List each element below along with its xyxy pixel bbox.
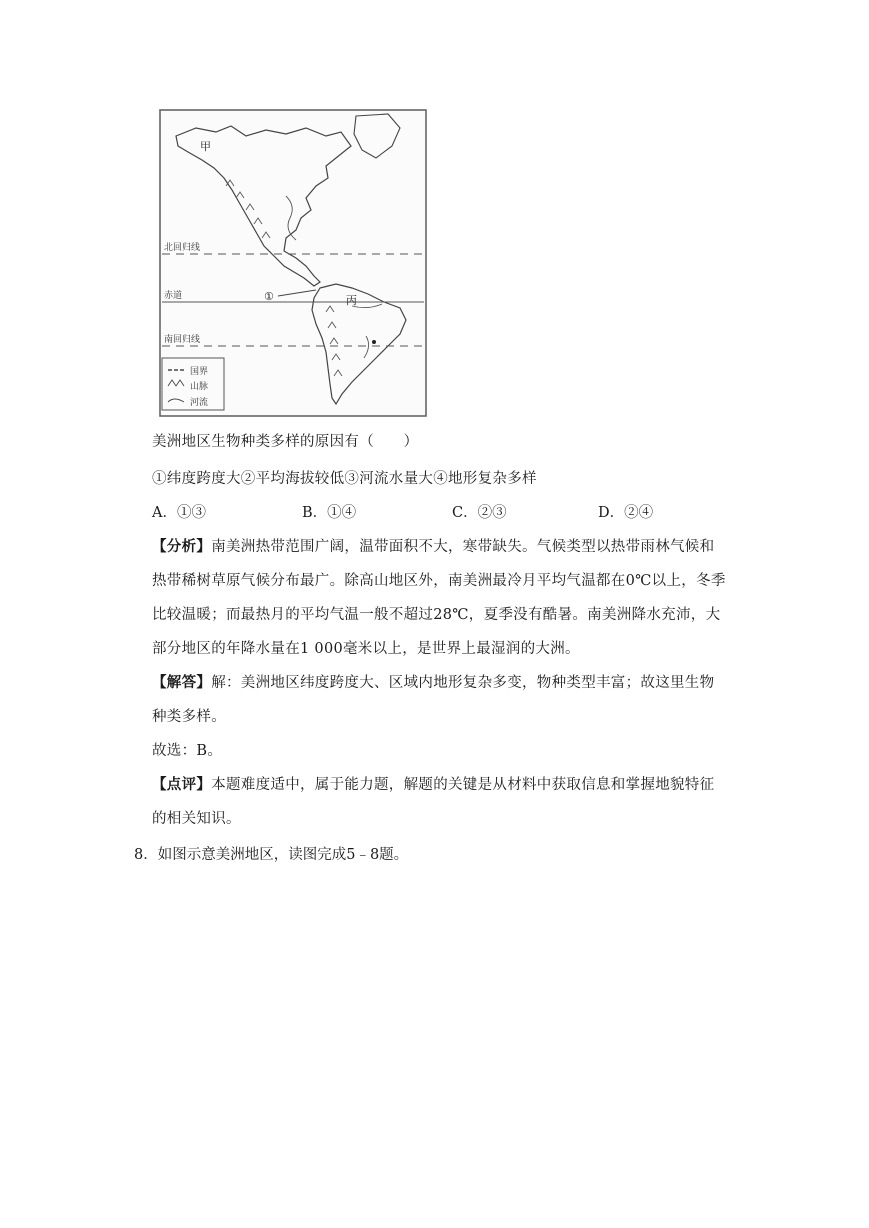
legend-river-label: 河流 xyxy=(190,398,209,408)
next-question: 8．如图示意美洲地区，读图完成5﹣8题。 xyxy=(134,847,409,863)
answer-line-1: 【解答】解：美洲地区纬度跨度大、区域内地形复杂多变，物种类型丰富；故这里生物 xyxy=(152,674,715,691)
option-d: D．②④ xyxy=(598,505,654,521)
option-c: C．②③ xyxy=(452,505,507,521)
map-legend xyxy=(162,358,224,410)
location-dot xyxy=(372,340,376,344)
comment-line-2: 的相关知识。 xyxy=(152,811,241,827)
option-a: A．①③ xyxy=(152,505,206,521)
tropic-s-label: 南回归线 xyxy=(164,335,201,345)
bing-label: 丙 xyxy=(346,294,357,307)
option-b: B．①④ xyxy=(302,505,357,521)
answer-line-2: 种类多样。 xyxy=(152,709,226,725)
analysis-line-2: 热带稀树草原气候分布最广。除高山地区外，南美洲最冷月平均气温都在0℃以上，冬季 xyxy=(152,573,726,589)
legend-border-label: 国界 xyxy=(190,367,209,377)
jia-label: 甲 xyxy=(200,140,211,153)
comment-tag: 【点评】 xyxy=(152,776,212,793)
analysis-line-3: 比较温暖；而最热月的平均气温一般不超过28℃，夏季没有酷暑。南美洲降水充沛，大 xyxy=(152,607,721,623)
question-items: ①纬度跨度大②平均海拔较低③河流水量大④地形复杂多样 xyxy=(152,471,537,487)
answer-tag: 【解答】 xyxy=(152,674,212,691)
legend-mountain-label: 山脉 xyxy=(190,382,209,392)
analysis-line-1: 【分析】南美洲热带范围广阔，温带面积不大，寒带缺失。气候类型以热带雨林气候和 xyxy=(152,538,715,555)
tropic-n-label: 北回归线 xyxy=(164,243,201,253)
americas-map-figure xyxy=(156,106,428,418)
comment-line-1: 【点评】本题难度适中，属于能力题，解题的关键是从材料中获取信息和掌握地貌特征 xyxy=(152,776,715,793)
equator-label: 赤道 xyxy=(164,291,183,301)
marker-1-label: ① xyxy=(264,290,274,303)
analysis-tag: 【分析】 xyxy=(152,538,212,555)
answer-choice: 故选：B。 xyxy=(152,743,223,759)
question-stem: 美洲地区生物种类多样的原因有（ ） xyxy=(152,434,419,450)
analysis-line-4: 部分地区的年降水量在1 000毫米以上，是世界上最湿润的大洲。 xyxy=(152,641,580,657)
